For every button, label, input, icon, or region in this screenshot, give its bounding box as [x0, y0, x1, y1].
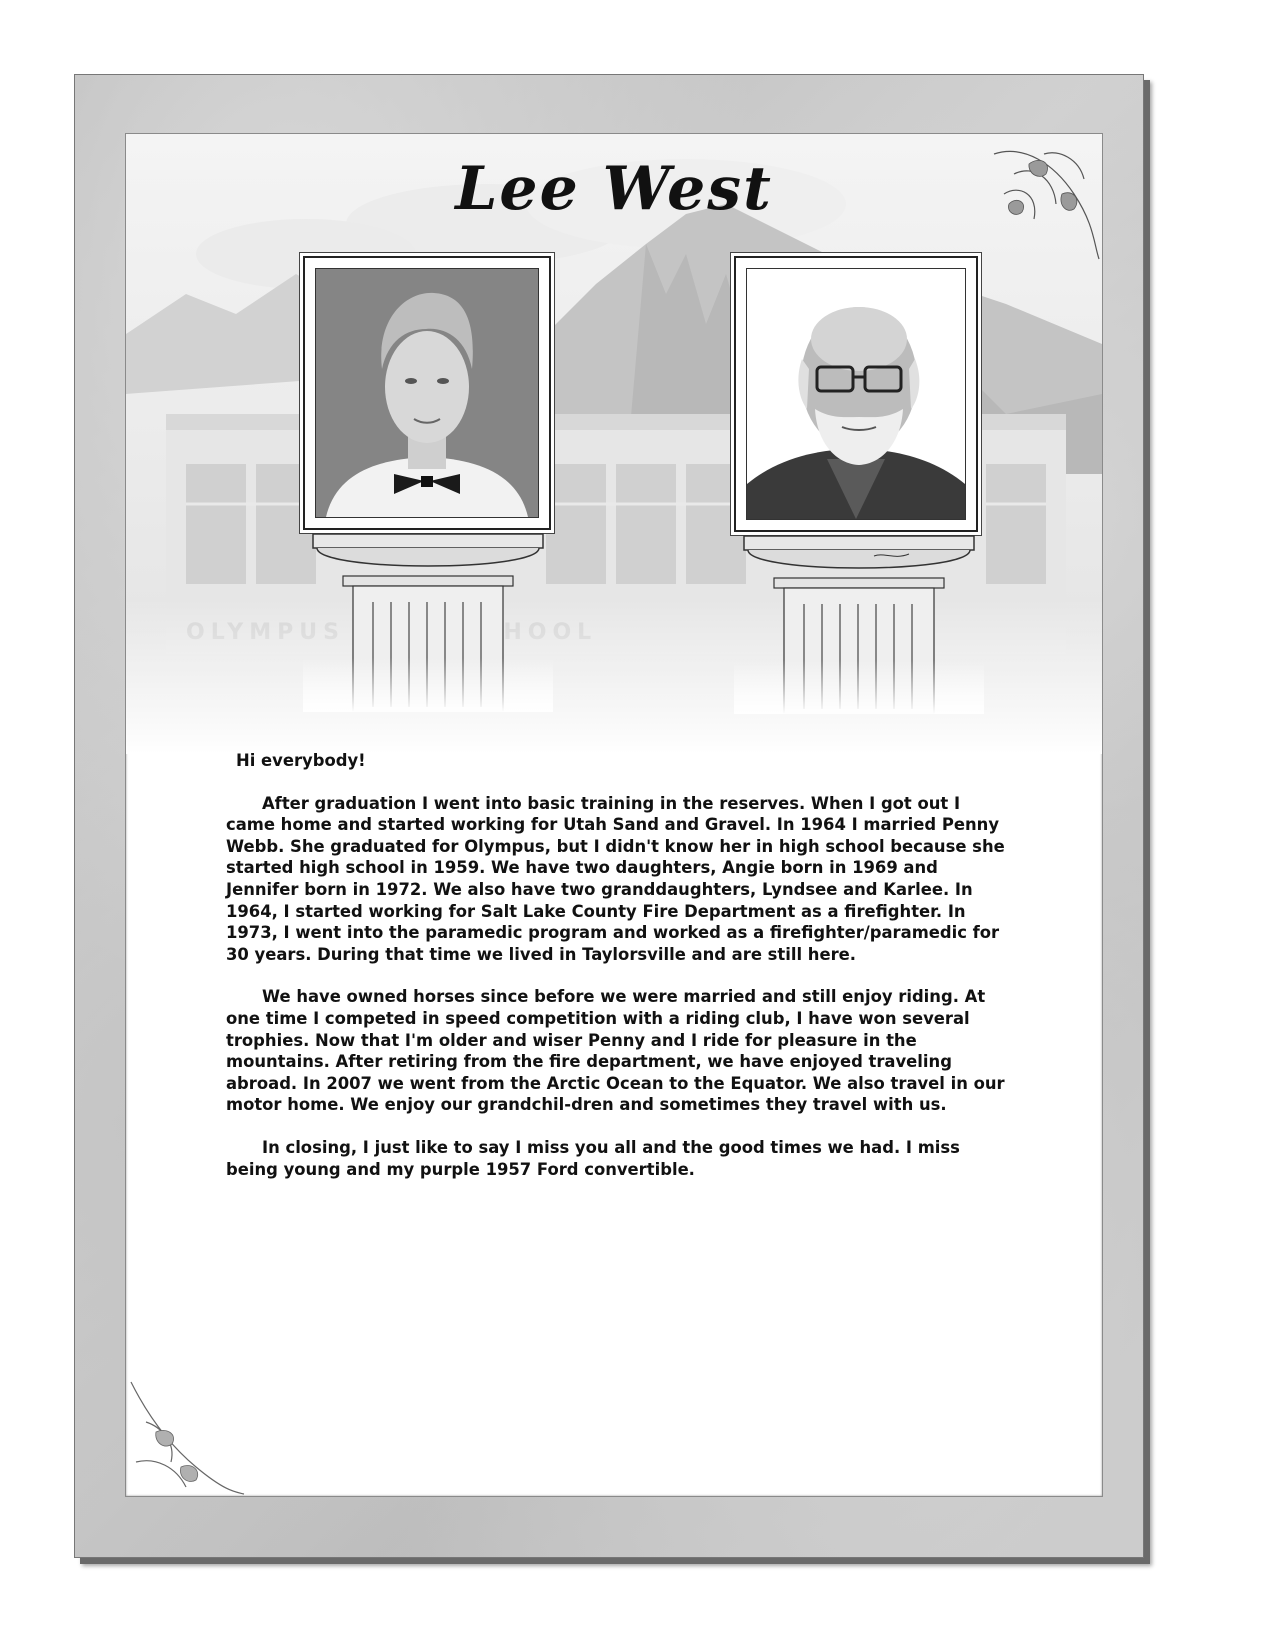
page-content-area	[125, 133, 1103, 1497]
corner-flourish-top-right	[984, 134, 1102, 264]
page-border-frame	[74, 74, 1144, 1558]
bio-greeting: Hi everybody!	[236, 751, 366, 770]
current-portrait-photo	[746, 268, 966, 520]
page-title: Lee West	[455, 154, 773, 224]
yearbook-portrait-photo	[315, 268, 539, 518]
current-photo-frame	[734, 256, 978, 532]
bio-paragraph: In closing, I just like to say I miss you all and the good times we had. I miss being young and my purple 1957 Ford convertible.	[226, 1137, 960, 1179]
yearbook-photo-frame	[303, 256, 551, 530]
bio-paragraph: We have owned horses since before we were married and still enjoy riding. At one time I competed in speed competition with a riding club, I have won several trophies. Now that I'm older and wiser Penny and I ride for pleasure in the mountains. After retiring from the fire department, we have enjoyed traveling abroad. In 2007 we went from the Arctic Ocean to the Equator. We also travel in our motor home. We enjoy our grandchil-dren and sometimes they travel with us.	[226, 987, 1005, 1115]
pillar-left	[303, 532, 553, 712]
pillar-right	[734, 534, 984, 714]
biography-text	[226, 750, 1006, 1201]
bio-paragraph: After graduation I went into basic training in the reserves. When I got out I came home and started working for Utah Sand and Gravel. In 1964 I married Penny Webb. She graduated for Olympus, but I didn't know her in high school because she started high school in 1959. We have two daughters, Angie born in 1969 and Jennifer born in 1972. We also have two granddaughters, Lyndsee and Karlee. In 1964, I started working for Salt Lake County Fire Department as a firefighter. In 1973, I went into the paramedic program and worked as a firefighter/paramedic for 30 years. During that time we lived in Taylorsville and are still here.	[226, 793, 1005, 964]
corner-flourish-bottom-left	[126, 1372, 246, 1496]
